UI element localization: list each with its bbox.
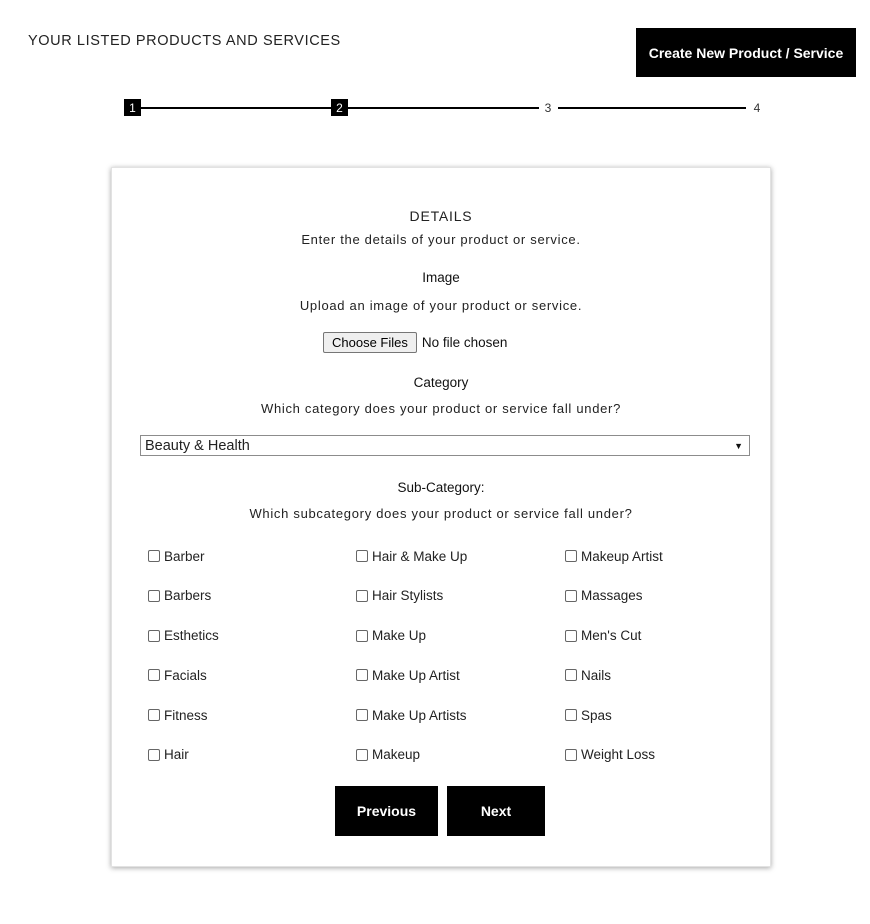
step-connector: [141, 107, 331, 109]
category-select[interactable]: [140, 435, 750, 456]
subcategory-option[interactable]: Hair & Make Up: [356, 546, 565, 566]
subcategory-option[interactable]: Men's Cut: [565, 626, 748, 646]
step-connector: [348, 107, 539, 109]
subcategory-description: Which subcategory does your product or service fall under?: [249, 506, 633, 521]
checkbox[interactable]: [356, 630, 368, 642]
checkbox[interactable]: [565, 630, 577, 642]
page-title: YOUR LISTED PRODUCTS AND SERVICES: [28, 33, 341, 49]
subcategory-option[interactable]: Spas: [565, 705, 748, 725]
checkbox[interactable]: [565, 550, 577, 562]
step-4[interactable]: 4: [748, 98, 766, 118]
category-label: Category: [413, 375, 469, 390]
checkbox[interactable]: [148, 709, 160, 721]
subcategory-option[interactable]: Make Up Artist: [356, 665, 565, 685]
subcategory-option[interactable]: Hair: [148, 745, 356, 765]
checkbox[interactable]: [148, 749, 160, 761]
category-selected-value: Beauty & Health: [145, 437, 250, 454]
image-description: Upload an image of your product or service.: [299, 298, 583, 313]
previous-button[interactable]: Previous: [335, 786, 438, 836]
subcategory-option[interactable]: Makeup Artist: [565, 546, 748, 566]
checkbox[interactable]: [148, 590, 160, 602]
subcategory-option[interactable]: Esthetics: [148, 626, 356, 646]
subcategory-option[interactable]: Hair Stylists: [356, 586, 565, 606]
category-description: Which category does your product or service fall under?: [260, 401, 622, 416]
checkbox[interactable]: [148, 669, 160, 681]
image-label: Image: [422, 270, 460, 285]
choose-files-button[interactable]: Choose Files: [323, 332, 417, 353]
stepper: [124, 98, 764, 118]
dropdown-arrow-icon: ▼: [734, 440, 743, 451]
subcategory-option[interactable]: Nails: [565, 665, 748, 685]
next-button[interactable]: Next: [447, 786, 545, 836]
checkbox[interactable]: [565, 709, 577, 721]
subcategory-option[interactable]: Make Up: [356, 626, 565, 646]
checkbox[interactable]: [356, 669, 368, 681]
file-upload: [323, 332, 507, 353]
create-product-button[interactable]: Create New Product / Service: [636, 28, 856, 77]
checkbox[interactable]: [565, 749, 577, 761]
step-2[interactable]: 2: [331, 99, 348, 116]
step-1[interactable]: 1: [124, 99, 141, 116]
subcategory-option[interactable]: Barber: [148, 546, 356, 566]
subcategory-option[interactable]: Make Up Artists: [356, 705, 565, 725]
checkbox[interactable]: [565, 590, 577, 602]
subcategory-option[interactable]: Barbers: [148, 586, 356, 606]
checkbox[interactable]: [356, 590, 368, 602]
checkbox[interactable]: [148, 630, 160, 642]
step-3[interactable]: 3: [539, 98, 557, 118]
subcategory-option[interactable]: Massages: [565, 586, 748, 606]
file-status: No file chosen: [421, 335, 508, 350]
details-card: [111, 167, 771, 867]
checkbox[interactable]: [356, 709, 368, 721]
subcategory-label: Sub-Category:: [397, 480, 485, 495]
checkbox[interactable]: [356, 749, 368, 761]
subcategory-checkbox-grid: [148, 546, 748, 765]
checkbox[interactable]: [565, 669, 577, 681]
checkbox[interactable]: [356, 550, 368, 562]
subcategory-option[interactable]: Weight Loss: [565, 745, 748, 765]
details-description: Enter the details of your product or service.: [301, 232, 581, 247]
details-title: DETAILS: [409, 208, 473, 224]
subcategory-option[interactable]: Facials: [148, 665, 356, 685]
step-connector: [558, 107, 746, 109]
subcategory-option[interactable]: Makeup: [356, 745, 565, 765]
subcategory-option[interactable]: Fitness: [148, 705, 356, 725]
checkbox[interactable]: [148, 550, 160, 562]
